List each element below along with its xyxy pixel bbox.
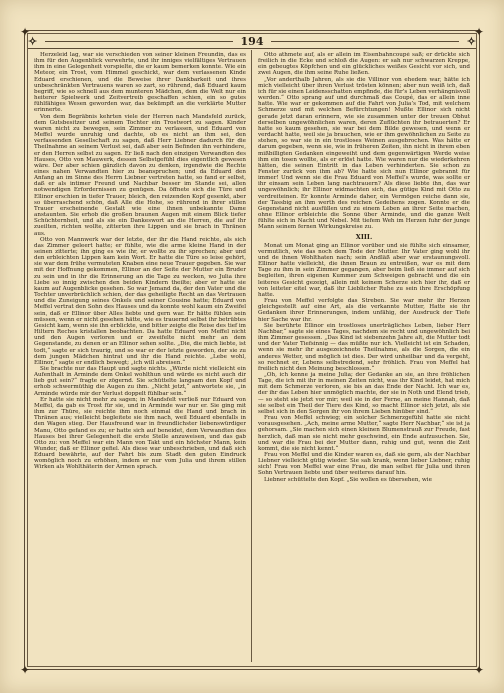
paragraph: Frau von Meffel schwieg; ein solcher Schmerzgefühl hatte sie nicht vorausgesehen. „Ach, meine arme Mutter,“ sagte Herr Nachbar,“ sie ist ja gehorsam. „Sie machen sich einen kleinen Blumenstrauß zur Freude, fast herzlich, daß man sie nicht mehr geschwind, ein Ende aufzusuchen. Sie, und war die Frau bei der Mutter dann, ruhig und gut, wenn die Zeit kommt, die sie nicht kennt.“ [258, 415, 470, 452]
chapter-heading: XIII. [355, 232, 373, 241]
header-ornament-left-icon: ✧ [28, 34, 38, 48]
paragraph: Liebner schüttelte den Kopf. „Sie wollen es übersehen, wie [264, 476, 432, 483]
paragraph: „Vor anderthalb Jahren, als sie die Villinor von ehedem war, hätte ich mich vielleicht über ihren Verlust trösten können; aber nun weiß ich, daß ich für sie einen Leidensschatten empfinde, die für’s Leben verhängnisvoll werden.“ Otto sprang auf und durchmaß das Coupé, das er allein inne hatte. Wie war er gekommen auf die Fahrt von Julia’s Tod, mit welchem Schmerze und mit welchen Befürchtungen! Mußte Ellinor sich nicht gerade jetzt daran erinnern, wie sie zusammen unter der treuen Obhut derselben ungewöhnlichen waren, deren Zuflüchten ihr betrauerten? Er hatte so kaum gesehen, sie war bei dem Bilde gewesen, und wenn er verdacht hatte, weil sie ja brauchen, wie er ihm gewöhnlichen zu Seite zu stehen, so war sie in ein trostloses Weinen ausgebrochen. Was hätte er darum gegeben, wenn sie, wie in früheren Zeiten, ihn nicht in ihrem eben mißbilligten Gedanken eingeweiht und dem gegenwärtigen Werde weise ihm ein tosen wollte, als er erlöst hatte. Wie waren nur die wiederkehren hätten, die seinen Eintritt in das Leben verhinderten. Sie schon zu Fenster zurück von ihm ab? Wie hatte sich nun Ellinor gebrannt für immer! Und wenn sie die Frau Eduard von Meffel’s wurde, was sollte er ihr einsam sein Leben lang nachtrauern? Als diese liebte ihn, das war ungewöhnlich; ihr Ellinor widmachten sich, das gütige Kind mit Otto zu verdreiteinen. Er konnte Arminde daher, ein Vermögen reiche dann sie, der Tassbig an ihm werth des reichen Gedeihens zogen. Konnte er die Gegenstand nicht ausfüllen und zu einem Leben an ihrer Seite machen, ohne Ellinor erbleichte die Sonne über Arminde, und die ganze Welt fühlte sich in Nacht und Nebel. Mit tiefem Weh im Herzen fuhr der junge Mann seinem fernen Wirkungskreise zu. [258, 76, 470, 231]
left-column [34, 52, 246, 662]
corner-ornament-icon: ✦ [20, 663, 31, 677]
paragraph: Otto von Mannwerk war der letzte, der ihr die Hand reichte, als sich das Zimmer geleert hatte; er fühlte, wie die arme kleine Hand in der seinen zitterte; ihn ging es wie ihr, er wollte zu ihr sprechen; aber und den erbleichten Lippen kam kein Wort. Er hatte die Türe so leise gehört, sie war dem frühe vermuteten Knaben eine neue Trauer gegeben. Sie war mit der Hoffnung gekommen, Ellinor an der Seite der Mutter ein Bruder zu sein und in ihr die Erinnerung an die Tage zu wecken, wo Julia ihre Liebe so innig zwischen den beiden Kindern theilte; aber er hatte sie kaum auf Augenblicke gesehen. So war Jemand da, der den Vater und die Tochter unverbrüchlich schien, der das geheiligte Recht an das Vertrauen und die Zuneigung seines Onkels und seiner Cousine hatte; Eduard von Meffel vertrat den Sohn des Hauses und da konnte wohl kaum ein Zweifel sein, daß er Ellinor über Alles liebte und gern war. Er hätte fühlen sein müssen, wenn er nicht gesehen hätte, wie es trauernd selbst ihr betrübtes Gesicht kam, wenn sie ihn erblickte, und bitter zeigte die Reise des tief im Hiltern Reches kristallen beobachten. Da hatte Eduard von Meffel nicht und den Augen verloren und er zweifelte nicht mehr an dem Gegenstande, zu denen er an Ellinor sehen sollte. „Die, die mich liebte, ist todt,“ sagte er sich traurig, und so war er der letzte geworden, der sie zu dem jungen Mädchen hintrat und ihr die Hand reichte. „Lebe wohl, Ellinor,“ sagte er endlich bewegt; „ich will abreisen.“ [34, 236, 246, 366]
corner-ornament-icon: ✦ [474, 25, 485, 39]
right-column [258, 52, 470, 662]
paragraph: Sie brachte nur das Haupt und sagte nichts. „Würde nicht vielleicht ein Aufenthalt in Arminde dem Onkel wohlthun und würde es nicht auch dir lieb gut sein?“ fragte er zögernd. Sie schüttelte langsam den Kopf und erhob schwermüthig die Augen zu ihm. „Nicht jetzt,“ antwortete sie, „in Arminde würde mir der Verlust doppelt fühlbar sein.“ [34, 365, 246, 397]
page-number: 194 [240, 34, 264, 48]
corner-ornament-icon: ✦ [20, 25, 31, 39]
paragraph: Herzeleid lag, war sie verschieden von seiner kleinen Freundin, das es ihm für den Augenblick verwehrte, und ihr inniges vielfältiges Vertrauen ihm in eine Gelegenheit vorspielte, die er kaum bemerken konnte. Wie ein Meteor, ein Trost, vom Himmel geschickt, war dem verlassenen Kinde Eduard erschienen, und die Beweise ihrer Dankbarkeit und ihres unbeschränkten Vertrauens waren so zart, so rührend, daß Eduard kaum begriff, wie so schnell aus dem munteren Mädchen, dem die Welt nur ein heiterer Spielwerk und Zeitvertreib geschaffen schien, ein so gutes fühlfähiges Wesen geworden war, das bekümpft an die verklärte Mutter erinnerte. [34, 52, 246, 114]
corner-ornament-icon: ✦ [474, 663, 485, 677]
page-header [28, 34, 476, 49]
header-rule [271, 41, 458, 42]
paragraph: Otto athmete auf, als er allein im Eisenbahncoupé saß; er drückte sich freilich in die Ecke und schloß die Augen: er sah nur schwarzen Kreppe, ein gebeugtes Köpfchen und ein glückliches weißes Gesicht vor sich, und zwei Augen, die ihm seine Ruhe ließen. [258, 52, 470, 77]
paragraph: Frau von Meffel verfolgte das Streben. Sie war mehr ihr Herzen gleichgestellt auf eine Art, als die verkannte Mutter, Hatte sie ihr Gedanken ihrer Erinnerungen, indem unfähig, der Ausdruck der Tiefe hier Sache war ihr. [258, 298, 470, 323]
column-divider [251, 50, 252, 662]
paragraph: Frau von Meffel und die Kinder waren es, daß sie gern, als der Nachbar Liebner vielleicht gütig wieder. Sie sah krank, wenn lieber Liebner, ruhig sich! Frau von Meffel war eine Frau, die man selbst für Julia und ihren Sohn Vertrauen liebte und über weiteres darauf hin. [258, 452, 470, 477]
header-rule [45, 41, 232, 42]
paragraph: Sie berührte Ellinor ein trostloses unerträgliches Leben, lieber Herr Nachbar,“ sagte sie eines Tages, nachdem sie recht und ungewöhnlich bei ihm Zimmer gesessen. „Das Kind ist siebenzehn Jahre alt, die Mutter todt und der Vater Tiefsinnig — das müßte nur ich. Vielleicht ist ein Schaden, wenn sie mehr ihr ausgezeichnete Theilnahme, als die Sorgen, die ein anderes Wetter, und möglich ist dies. Der wird unheilbar und da vergeht, so rechnet er, Lebens selbstredend, sehr fröhlich. Frau von Meffel hat freilich nicht den Meinung beschlossen.“ [258, 322, 470, 372]
paragraph: Von dem Begräbnis kehrten viele der Herren nach Mandsfeld zurück, dem Gutsbesitzer und seinem Tochter ein Trostwort zu sagen. Kinder waren nicht zu bewegen, sein Zimmer zu verlassen, und Eduard von Meffel wurde unruhig und dachte, ob es nicht an ihm sei, den verfassenden Gesellschaft zu sagen, daß Herr Liebner dadurch für die Theilnahme an seinem Verlust sei, daß aber sein Befinden ihn verhindere, er den Herren selbst zu sagen. Er ließ nach den einzigen Verwandten des Hauses, Otto von Mauwerk, dessen Selbstgefühl dies eigentlich gewesen wäre. Der aber schien gänzlich davon zu denken, irgendwie die Rechte eines nahen Verwandten hier zu beanspruchen; und da Eduard den Anfang an im Sinne des Herrn Liebner vertreten hatte, so fand er selbst, daß er als intimer Freund und Nachbar besser im Stande sei, allen notwendigen Erfordernissen zu genügen. Da öffnete sich die Türe und Ellinor erschien in tiefer Trauer, bleich, den reizenden Kopf gesenkt, aber so überraschend schön, daß Alle die Hohe, so rührend in ihrer stillen Trauer erscheinende Gestalt wie eine ihnen unbekannte Dame anstaunten. Sie erhob die großen braunen Augen mit einem Blick tiefer Schüchternheit, und als sie ein Dankeswort an die Herren, die auf ihr zueilten, richten wollte, zitterten ihre Lippen und sie brach in Thränen aus. [34, 113, 246, 237]
paragraph: „Oh, ich kenne ja meine Julia; der Gedanke an sie, an ihre fröhlichen Tage, die ich mit ihr in meinen Zeiten nicht, was ihr Kind leidet, hat mich mit dem Schmerze verloren, sie bis an das Ende der Nacht. Ich war es, der ihr das Leben hier unmöglich machte, der sie in Noth und Elend trieb,— so steht sie jetzt vor mir; weil sie in der Ferne, an meine Hannah, daß sie selbst ein Theil der Tiere des Kind, so macht Ellinor sich jetzt, als sie selbst sich in den Sorgen ihr von ihrem Lieben hinüber sind.“ [258, 371, 470, 415]
header-ornament-right-icon: ✧ [466, 34, 476, 48]
paragraph: Er hatte sie nicht mehr zu sagen; in Mandsfelt verließ nur Eduard von Meffel, da gab es Trost für sie, und in Arminde war nur er. Sie ging mit ihm zur Thüre, sie reichte ihm noch einmal die Hand und brach in Thränen aus; vielleicht begleitete sie ihm nach, weil Eduard ebenfalls in den Wagen stieg. Der Hausfreund war in freundlichster liebenswürdiger Manu, Otto gefand es zu; er hatte sich auf beneidet, dem Verwandten des Hauses bei ihrer Gelegenheit die erste Stelle anzuweisen, und das gab Otto zu: von Meffel war ein Mann von Takt und ein höchster Mann, kein Wunder, daß er Ellinor gefiel. Als diese war unbeschrieben, und daß sich Eduard bewährte, auf der Fahrt bis zum Stadt den guten Eindruck womöglich noch zu erhöhen, indem er nur vom Julia und ihrem stillen Wirken als Wohlthäterin der Armen sprach. [34, 396, 246, 471]
paragraph: Monat um Monat ging an Ellinor vorüber und sie fühlte sich einsamer, vermutlich, wie das noch dem Tode der Mutter. Ihr Vater ging wohl ihr und de ihnen Wohlthaten nach; sein Andläß aber war erstaunungsvoll. Ellinor hatte vielleicht, die ihnen Braun zu entreißen, war es mit dem Tage zu ihm in sein Zimmer gegangen, aber beim ließ sie immer auf sich begleiten, ihren eigenen Kummer zum Schweigen gebracht und die ein leiteres Gesicht gezeigt, allein mit keinem Scherze sich hier ihr, daß er von leiteter eitel war, daß ihr Lieblicher Ruhe zu sein ihre Erschöpfung hatte. [258, 242, 470, 298]
